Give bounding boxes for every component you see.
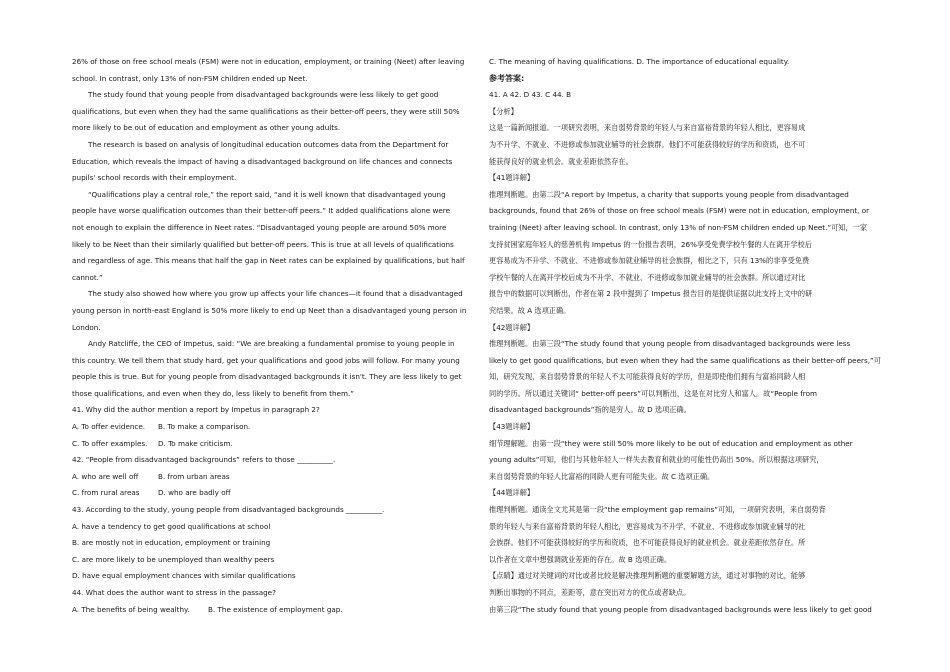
answer-key-title: 参考答案: <box>489 73 525 83</box>
question-43-stem: 43. According to the study, young people from disadvantaged backgrounds __________. <box>72 505 385 515</box>
passage-line: The study found that young people from disadvantaged backgrounds were less likely to get good <box>88 90 439 100</box>
explanation-line: 这是一篇新闻报道。一项研究表明，来自弱势背景的年轻人与来自富裕背景的年轻人相比，更容易成 <box>489 123 806 133</box>
passage-line: pupils' school records with their employment. <box>72 173 237 183</box>
explanation-line: 【42题详解】 <box>489 322 535 332</box>
explanation-line: 究结果。故 A 选项正确。 <box>489 305 571 315</box>
explanation-line: 支持贫困家庭年轻人的慈善机构 Impetus 的一份报告表明，26%享受免费学校午餐的人在离开学校后 <box>489 239 812 249</box>
passage-line: The research is based on analysis of longitudinal education outcomes data from the Department for <box>88 139 449 149</box>
explanation-line: backgrounds, found that 26% of those on free school meals (FSM) were not in education, employment, or <box>489 206 870 216</box>
passage-line: people this is true. But for young people from disadvantaged backgrounds it isn't. They are less likely to get <box>72 372 462 382</box>
q41-option-d: D. To make criticism. <box>158 438 233 448</box>
explanation-text <box>489 104 881 618</box>
passage-line: Andy Ratcliffe, the CEO of Impetus, said: “We are breaking a fundamental promise to young people in <box>88 339 455 349</box>
explanation-line: 会族群。他们不可能获得较好的学历和资质，也不可能获得良好的就业机会。就业差距依然存在。所 <box>489 538 806 548</box>
left-column <box>72 54 467 618</box>
q42-option-d: D. who are badly off <box>158 488 231 498</box>
q44-options-cd: C. The meaning of having qualifications. D. The importance of educational equality. <box>489 57 790 66</box>
explanation-line: 推理判断题。由第三段“The study found that young people from disadvantaged backgrounds were less <box>489 339 851 349</box>
explanation-line: 知，研究发现，来自弱势背景的年轻人不太可能获得良好的学历，但是即使他们拥有与富裕同龄人相 <box>489 372 806 382</box>
passage-line: school. In contrast, only 13% of non-FSM children ended up Neet. <box>72 73 308 83</box>
q41-option-c: C. To offer examples. <box>72 438 148 448</box>
q42-option-c: C. from rural areas <box>72 488 140 498</box>
explanation-line: 【43题详解】 <box>489 422 535 432</box>
passage-line: likely to be Neet than their similarly qualified but better-off peers. This is true at all levels of qualifications <box>72 239 454 249</box>
explanation-line: 同的学历。所以通过关键词“ better-off peers”可以判断出，这是在对比穷人和富人。故“People from <box>489 388 817 398</box>
q43-option-a: A. have a tendency to get good qualifications at school <box>72 521 271 531</box>
question-42-options-row1 <box>72 469 464 486</box>
explanation-line: 【点睛】通过对关键词的对比或者比较是解决推理判断题的重要解题方法，通过对事物的对比，能够 <box>489 571 806 581</box>
explanation-line: 【41题详解】 <box>489 173 535 183</box>
explanation-line: 更容易成为不升学、不就业、不进修或参加就业辅导的社会族群，相比之下，只有 13%的非享受免费 <box>489 256 810 266</box>
q44-option-a: A. The benefits of being wealthy. <box>72 604 190 614</box>
explanation-line: young adults”可知，他们与其他年轻人一样失去教育和就业的可能性仍高出 50%。所以根据这项研究， <box>489 455 824 465</box>
explanation-line: 来自弱势背景的年轻人比富裕的同龄人更有可能失业。故 C 选项正确。 <box>489 471 715 481</box>
right-column <box>489 54 881 618</box>
answer-key: 41. A 42. D 43. C 44. B <box>489 90 572 100</box>
question-44-stem: 44. What does the author want to stress in the passage? <box>72 588 276 597</box>
passage-line: this country. We tell them that study hard, get your qualifications and good jobs will follow. For many young <box>72 355 460 365</box>
passage-line: young person in north-east England is 50% more likely to end up Neet than a disadvantaged young person in <box>72 305 467 315</box>
question-42-stem: 42. “People from disadvantaged backgrounds” refers to those __________. <box>72 455 336 465</box>
passage-line: and regardless of age. This means that half the gap in Neet rates can be explained by qualifications, but half <box>72 256 465 266</box>
explanation-line: 报告中的数据可以判断出，作者在第 2 段中提到了 Impetus 报告目的是提供证据以此支持上文中的研 <box>489 289 813 299</box>
explanation-line: 为不升学、不就业、不进修或参加就业辅导的社会族群。他们不可能获得较好的学历和资质，也不可 <box>489 139 806 149</box>
question-44-options-row1 <box>72 602 464 619</box>
explanation-line: 由第三段“The study found that young people from disadvantaged backgrounds were less likely to get good <box>489 604 872 614</box>
passage-line: people have worse qualification outcomes than their better-off peers.” It added qualifications alone were <box>72 206 451 216</box>
explanation-line: 【44题详解】 <box>489 488 535 498</box>
explanation-line: 细节理解题。由第一段“they were still 50% more likely to be out of education and employment as other <box>489 438 853 448</box>
explanation-line: 学校午餐的人在离开学校后成为不升学、不就业、不进修或参加就业辅导的社会族群。所以通过对比 <box>489 272 806 282</box>
passage-line: Education, which reveals the impact of having a disadvantaged background on life chances and connects <box>72 156 453 166</box>
passage-line: The study also showed how where you grow up affects your life chances—it found that a disadvantaged <box>88 289 463 299</box>
explanation-line: 【分析】 <box>489 106 518 116</box>
q43-option-d: D. have equal employment chances with similar qualifications <box>72 571 296 581</box>
explanation-line: 判断出事物的不同点，差距等，意在突出对方的优点或者缺点。 <box>489 588 691 597</box>
explanation-line: 推理判断题。通读全文尤其是第一段“the employment gap remains”可知，一项研究表明，来自弱势背 <box>489 505 826 515</box>
passage-line: more likely to be out of education and employment as other young adults. <box>72 123 341 133</box>
q44-option-b: B. The existence of employment gap. <box>208 604 343 614</box>
question-42-options-row2 <box>72 485 464 502</box>
explanation-line: 推理判断题。由第二段“A report by Impetus, a charity that supports young people from disadvantaged <box>489 189 849 199</box>
passage-line: those qualifications, and even when they do, less likely to benefit from them.” <box>72 388 354 398</box>
explanation-line: 能获得良好的就业机会。就业差距依然存在。 <box>489 156 633 166</box>
explanation-line: likely to get good qualifications, but even when they had the same qualifications as their better-off peers,”可 <box>489 355 881 365</box>
q41-option-b: B. To make a comparison. <box>158 422 251 432</box>
question-41-options-row2 <box>72 436 464 453</box>
passage-line: qualifications, but even when they had the same qualifications as their better-off peers, they were still 50% <box>72 106 460 116</box>
q41-option-a: A. To offer evidence. <box>72 422 146 432</box>
passage-text <box>72 54 467 402</box>
explanation-line: training (Neet) after leaving school. In contrast, only 13% of non-FSM children ended up Neet.”可知，一家 <box>489 222 868 232</box>
question-41-stem: 41. Why did the author mention a report by Impetus in paragraph 2? <box>72 405 320 415</box>
passage-line: not enough to explain the difference in Neet rates. “Disadvantaged young people are around 50% more <box>72 222 447 232</box>
passage-line: “Qualifications play a central role,” the report said, “and it is well known that disadvantaged young <box>88 189 446 199</box>
question-41-options-row1 <box>72 419 464 436</box>
passage-line: 26% of those on free school meals (FSM) were not in education, employment, or training (Neet) after leaving <box>72 57 465 66</box>
passage-line: cannot.” <box>72 272 103 282</box>
explanation-line: 以作者在文章中想强调就业差距的存在。故 B 选项正确。 <box>489 554 672 564</box>
q42-option-a: A. who are well off <box>72 471 139 481</box>
q43-option-c: C. are more likely to be unemployed than wealthy peers <box>72 554 275 564</box>
q42-option-b: B. from urban areas <box>158 471 230 481</box>
passage-line: London. <box>72 322 101 332</box>
explanation-line: 景的年轻人与来自富裕背景的年轻人相比，更容易成为不升学、不就业、不进修或参加就业辅导的社 <box>489 521 806 531</box>
q43-option-b: B. are mostly not in education, employment or training <box>72 538 271 548</box>
explanation-line: disadvantaged backgrounds”指的是穷人。故 D 选项正确。 <box>489 405 691 415</box>
